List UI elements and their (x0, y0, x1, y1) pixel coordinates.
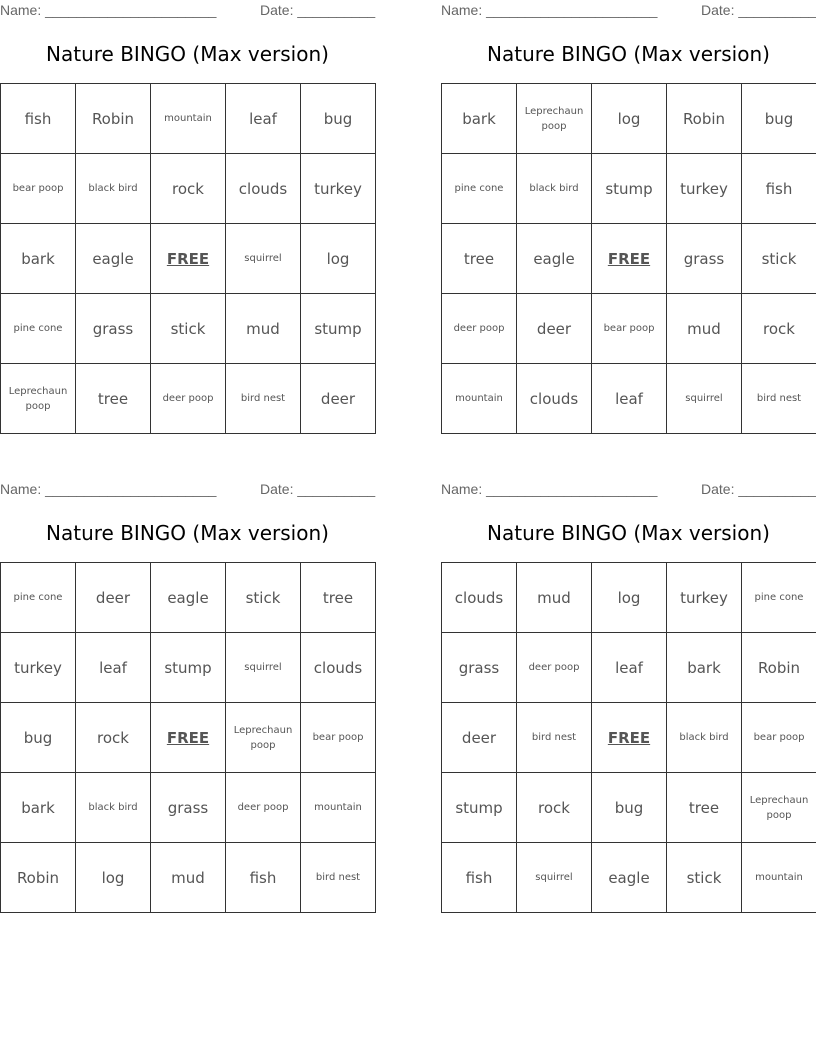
bingo-cell: pine cone (742, 563, 816, 633)
bingo-cell: deer (442, 703, 517, 773)
bingo-cell: mountain (442, 364, 517, 434)
bingo-row (442, 364, 816, 434)
bingo-cell: rock (151, 154, 226, 224)
card-title: Nature BINGO (Max version) (46, 521, 329, 545)
bingo-cell: stick (226, 563, 301, 633)
bingo-row (1, 364, 376, 434)
bingo-cell: grass (76, 294, 151, 364)
bingo-cell: deer poop (517, 633, 592, 703)
bingo-cell: stump (592, 154, 667, 224)
bingo-cell: Robin (76, 84, 151, 154)
bingo-cell: tree (76, 364, 151, 434)
bingo-cell: log (76, 843, 151, 913)
bingo-row (442, 703, 816, 773)
bingo-cell: fish (226, 843, 301, 913)
bingo-cell: turkey (667, 563, 742, 633)
free-space: FREE (151, 703, 226, 773)
bingo-cell: deer (76, 563, 151, 633)
bingo-cell: squirrel (517, 843, 592, 913)
bingo-cell: Leprechaun poop (1, 364, 76, 434)
bingo-cell: black bird (76, 154, 151, 224)
bingo-cell: log (301, 224, 376, 294)
date-field-label: Date: __________ (260, 2, 376, 18)
bingo-row (1, 633, 376, 703)
bingo-cell: mountain (301, 773, 376, 843)
bingo-cell: bear poop (1, 154, 76, 224)
name-date-line (0, 0, 375, 22)
bingo-cell: bug (1, 703, 76, 773)
name-field-label: Name: ______________________ (0, 481, 217, 497)
bingo-row (442, 843, 816, 913)
bingo-cell: clouds (517, 364, 592, 434)
bingo-cell: deer poop (442, 294, 517, 364)
bingo-cell: pine cone (442, 154, 517, 224)
free-space: FREE (592, 703, 667, 773)
bingo-cell: grass (442, 633, 517, 703)
bingo-grid (441, 562, 816, 913)
bingo-cell: squirrel (226, 224, 301, 294)
bingo-cell: eagle (517, 224, 592, 294)
name-date-line (441, 479, 816, 501)
bingo-row (442, 633, 816, 703)
bingo-cell: stump (151, 633, 226, 703)
bingo-row (442, 84, 816, 154)
bingo-cell: stump (301, 294, 376, 364)
bingo-cell: deer (301, 364, 376, 434)
bingo-cell: rock (76, 703, 151, 773)
bingo-cell: deer poop (226, 773, 301, 843)
bingo-cell: turkey (667, 154, 742, 224)
bingo-row (442, 154, 816, 224)
date-field-label: Date: __________ (701, 2, 816, 18)
bingo-cell: leaf (76, 633, 151, 703)
bingo-row (1, 703, 376, 773)
bingo-row (442, 224, 816, 294)
bingo-cell: fish (1, 84, 76, 154)
bingo-grid (0, 83, 376, 434)
bingo-cell: bear poop (301, 703, 376, 773)
bingo-row (1, 843, 376, 913)
bingo-row (442, 563, 816, 633)
bingo-cell: turkey (301, 154, 376, 224)
bingo-cell: leaf (592, 364, 667, 434)
name-field-label: Name: ______________________ (441, 2, 658, 18)
bingo-cell: squirrel (667, 364, 742, 434)
bingo-cell: tree (442, 224, 517, 294)
free-space: FREE (151, 224, 226, 294)
bingo-cell: mud (151, 843, 226, 913)
bingo-cell: Robin (742, 633, 816, 703)
bingo-cell: deer poop (151, 364, 226, 434)
name-field-label: Name: ______________________ (0, 2, 217, 18)
card-title: Nature BINGO (Max version) (487, 42, 770, 66)
bingo-cell: deer (517, 294, 592, 364)
bingo-cell: mountain (151, 84, 226, 154)
bingo-cell: black bird (517, 154, 592, 224)
bingo-cell: eagle (151, 563, 226, 633)
bingo-row (1, 224, 376, 294)
bingo-cell: grass (151, 773, 226, 843)
bingo-cell: leaf (592, 633, 667, 703)
bingo-cell: squirrel (226, 633, 301, 703)
bingo-cell: clouds (226, 154, 301, 224)
bingo-cell: eagle (76, 224, 151, 294)
bingo-cell: Robin (1, 843, 76, 913)
bingo-cell: bird nest (742, 364, 816, 434)
bingo-cell: mud (226, 294, 301, 364)
bingo-cell: bird nest (517, 703, 592, 773)
bingo-cell: mountain (742, 843, 816, 913)
bingo-row (1, 84, 376, 154)
bingo-cell: bug (592, 773, 667, 843)
bingo-cell: mud (517, 563, 592, 633)
bingo-cell: bark (1, 773, 76, 843)
bingo-cell: bark (442, 84, 517, 154)
bingo-cell: fish (742, 154, 816, 224)
bingo-cell: stick (151, 294, 226, 364)
bingo-row (1, 154, 376, 224)
bingo-cell: Leprechaun poop (226, 703, 301, 773)
bingo-cell: grass (667, 224, 742, 294)
bingo-cell: Leprechaun poop (742, 773, 816, 843)
bingo-cell: mud (667, 294, 742, 364)
bingo-cell: tree (301, 563, 376, 633)
bingo-cell: clouds (301, 633, 376, 703)
card-title: Nature BINGO (Max version) (487, 521, 770, 545)
bingo-cell: log (592, 563, 667, 633)
bingo-row (442, 294, 816, 364)
bingo-cell: log (592, 84, 667, 154)
bingo-cell: eagle (592, 843, 667, 913)
bingo-cell: bug (742, 84, 816, 154)
bingo-cell: black bird (76, 773, 151, 843)
bingo-cell: bear poop (742, 703, 816, 773)
bingo-cell: bear poop (592, 294, 667, 364)
bingo-row (1, 773, 376, 843)
bingo-cell: bark (667, 633, 742, 703)
bingo-cell: bird nest (301, 843, 376, 913)
bingo-cell: pine cone (1, 563, 76, 633)
bingo-cell: black bird (667, 703, 742, 773)
bingo-grid (441, 83, 816, 434)
bingo-cell: leaf (226, 84, 301, 154)
date-field-label: Date: __________ (260, 481, 376, 497)
bingo-row (442, 773, 816, 843)
bingo-cell: rock (517, 773, 592, 843)
name-date-line (0, 479, 375, 501)
name-date-line (441, 0, 816, 22)
bingo-cell: rock (742, 294, 816, 364)
bingo-cell: stump (442, 773, 517, 843)
bingo-cell: Robin (667, 84, 742, 154)
bingo-cell: bug (301, 84, 376, 154)
bingo-row (1, 294, 376, 364)
bingo-grid (0, 562, 376, 913)
date-field-label: Date: __________ (701, 481, 816, 497)
bingo-cell: stick (667, 843, 742, 913)
bingo-cell: stick (742, 224, 816, 294)
bingo-cell: clouds (442, 563, 517, 633)
bingo-cell: tree (667, 773, 742, 843)
free-space: FREE (592, 224, 667, 294)
bingo-cell: fish (442, 843, 517, 913)
card-title: Nature BINGO (Max version) (46, 42, 329, 66)
bingo-cell: Leprechaun poop (517, 84, 592, 154)
bingo-cell: pine cone (1, 294, 76, 364)
bingo-cell: bark (1, 224, 76, 294)
bingo-cell: turkey (1, 633, 76, 703)
bingo-cell: bird nest (226, 364, 301, 434)
bingo-row (1, 563, 376, 633)
name-field-label: Name: ______________________ (441, 481, 658, 497)
